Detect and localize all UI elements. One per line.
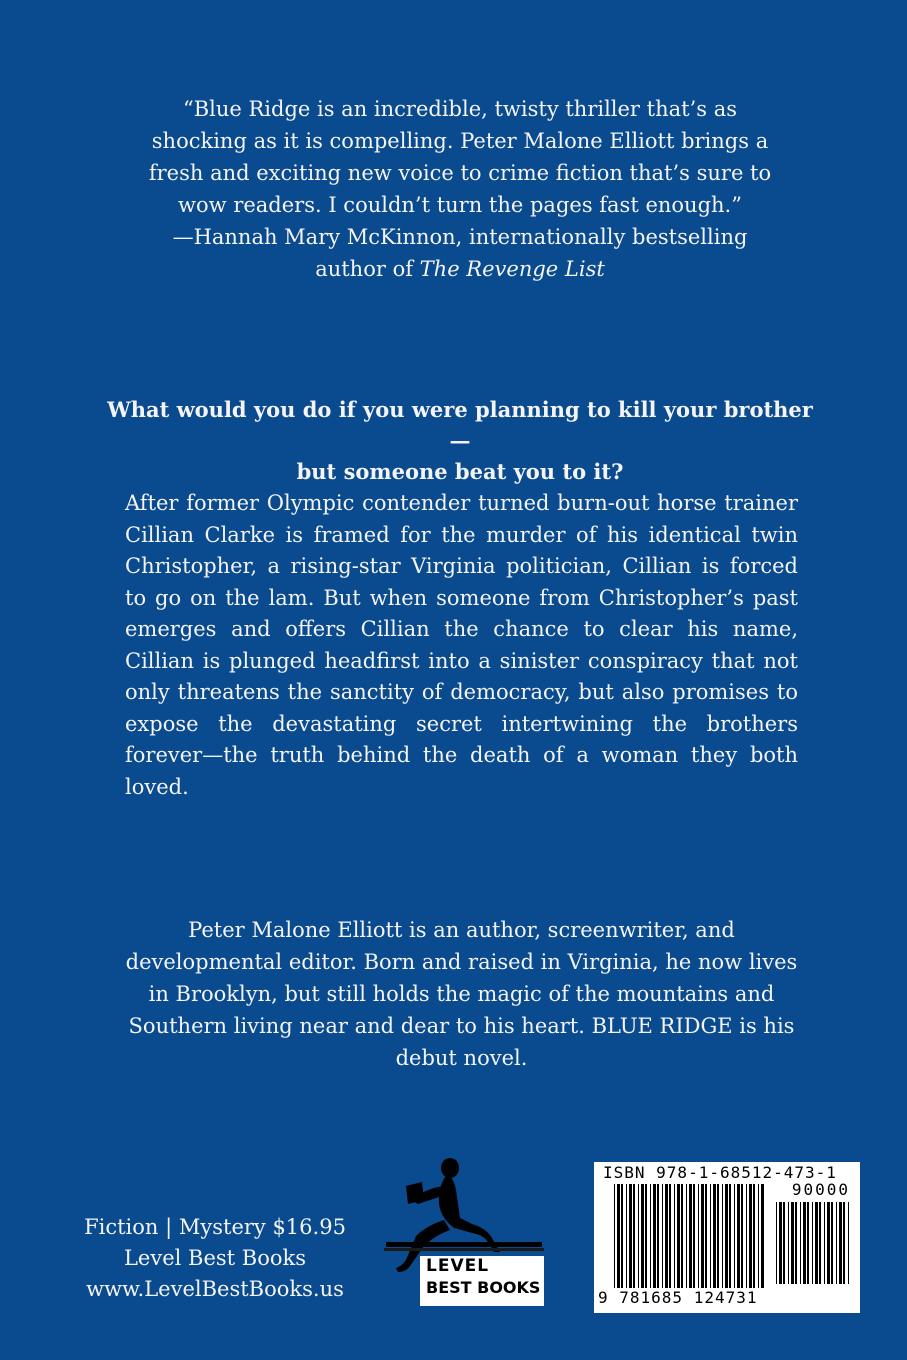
hook-line: What would you do if you were planning to kill your brother— (107, 397, 813, 453)
barcode-bar (827, 1202, 830, 1284)
attribution-book-title: The Revenge List (419, 257, 605, 281)
barcode-bar (779, 1202, 782, 1284)
barcode-bar (701, 1184, 704, 1288)
barcode-bar (848, 1202, 849, 1284)
barcode-bar (800, 1202, 801, 1284)
barcode-bar (741, 1184, 743, 1288)
barcode-bar (705, 1184, 707, 1288)
hook-line: but someone beat you to it? (296, 459, 624, 484)
publisher-website: www.LevelBestBooks.us (86, 1277, 344, 1301)
logo-text-top: LEVEL (426, 1256, 490, 1276)
barcode-bar (831, 1202, 833, 1284)
barcode-bar (638, 1184, 639, 1288)
barcode-bar (776, 1202, 777, 1284)
logo-text-bottom: BEST BOOKS (426, 1278, 541, 1297)
quote-attribution: —Hannah Mary McKinnon, internationally bestselling (172, 225, 748, 249)
quote-line: “Blue Ridge is an incredible, twisty thriller that’s as (182, 97, 737, 121)
barcode-bar (650, 1184, 651, 1288)
barcode-bar (693, 1184, 695, 1288)
publisher-logo (384, 1156, 544, 1306)
bio-line: debut novel. (395, 1046, 528, 1070)
barcode-bar (746, 1184, 747, 1288)
barcode-bar (725, 1184, 728, 1288)
barcode-bar (791, 1202, 794, 1284)
barcode-bar (621, 1184, 623, 1288)
quote-line: fresh and exciting new voice to crime fiction that’s sure to (148, 161, 772, 185)
bio-line: developmental editor. Born and raised in Virginia, he now lives (125, 950, 798, 974)
barcode-bar (783, 1202, 785, 1284)
barcode-bar (722, 1184, 723, 1288)
publisher-name: Level Best Books (123, 1246, 307, 1270)
quote-line: shocking as it is compelling. Peter Malone Elliott brings a (151, 129, 769, 153)
isbn-barcode (594, 1162, 860, 1313)
hook-question (100, 394, 820, 487)
barcode-bar (626, 1184, 627, 1288)
barcode-bar (710, 1184, 711, 1288)
barcode-bar (677, 1184, 680, 1288)
barcode-bar (843, 1202, 845, 1284)
barcode-bar (681, 1184, 683, 1288)
barcode-ean-digits: 9 781685 124731 (598, 1288, 758, 1307)
bio-line: Peter Malone Elliott is an author, screenwriter, and (188, 918, 735, 942)
barcode-bar (713, 1184, 716, 1288)
barcode-bar (749, 1184, 752, 1288)
barcode-bar (698, 1184, 699, 1288)
endorsement-quote (120, 93, 800, 285)
barcode-bar (669, 1184, 671, 1288)
barcode-bar (761, 1184, 764, 1288)
barcode-bar (653, 1184, 656, 1288)
barcode-bar (629, 1184, 632, 1288)
barcode-bar (819, 1202, 821, 1284)
attribution-prefix: author of (315, 257, 420, 281)
barcode-bar (839, 1202, 842, 1284)
barcode-bar (617, 1184, 620, 1288)
barcode-bar (836, 1202, 837, 1284)
author-bio (125, 914, 798, 1074)
category-price: Fiction | Mystery $16.95 (84, 1215, 346, 1239)
barcode-bar (812, 1202, 813, 1284)
quote-attribution-book (120, 253, 800, 285)
bio-line: Southern living near and dear to his heart. BLUE RIDGE is his (128, 1014, 795, 1038)
barcode-bar (633, 1184, 635, 1288)
barcode-bar (645, 1184, 647, 1288)
barcode-bar (807, 1202, 809, 1284)
isbn-text: ISBN 978-1-68512-473-1 (603, 1163, 837, 1182)
barcode-bar (614, 1184, 615, 1288)
publisher-info (75, 1212, 355, 1305)
barcode-bar (641, 1184, 644, 1288)
barcode-bar (824, 1202, 825, 1284)
barcode-addon-digits: 90000 (791, 1180, 850, 1199)
barcode-bar (674, 1184, 675, 1288)
barcode-bar (734, 1184, 735, 1288)
barcode-bar (686, 1184, 687, 1288)
barcode-bar (662, 1184, 663, 1288)
barcode-bar (815, 1202, 818, 1284)
barcode-bar (753, 1184, 755, 1288)
barcode-bar (657, 1184, 659, 1288)
synopsis-paragraph: After former Olympic contender turned burn-out horse trainer Cillian Clarke is framed for the murder of his identical twin Christopher, a rising-star Virginia politician, Cillian is forced to go on the lam. But when someone from Christopher’s past emerges and offers Cillian the chance to clear his name, Cillian is plunged headfirst into a sinister conspiracy that not only threatens the sanctity of democracy, but also promises to expose the devastating secret intertwining the brothers forever—the truth behind the death of a woman they both loved. (125, 491, 798, 799)
barcode-bar (788, 1202, 789, 1284)
barcode-bar (717, 1184, 719, 1288)
barcode-bar (737, 1184, 740, 1288)
quote-line: wow readers. I couldn’t turn the pages fast enough.” (178, 193, 742, 217)
barcode-bar (665, 1184, 668, 1288)
barcode-bar (729, 1184, 731, 1288)
bio-line: in Brooklyn, but still holds the magic of the mountains and (148, 982, 775, 1006)
barcode-bar (803, 1202, 806, 1284)
barcode-bar (758, 1184, 759, 1288)
barcode-bar (795, 1202, 797, 1284)
barcode-bar (689, 1184, 692, 1288)
